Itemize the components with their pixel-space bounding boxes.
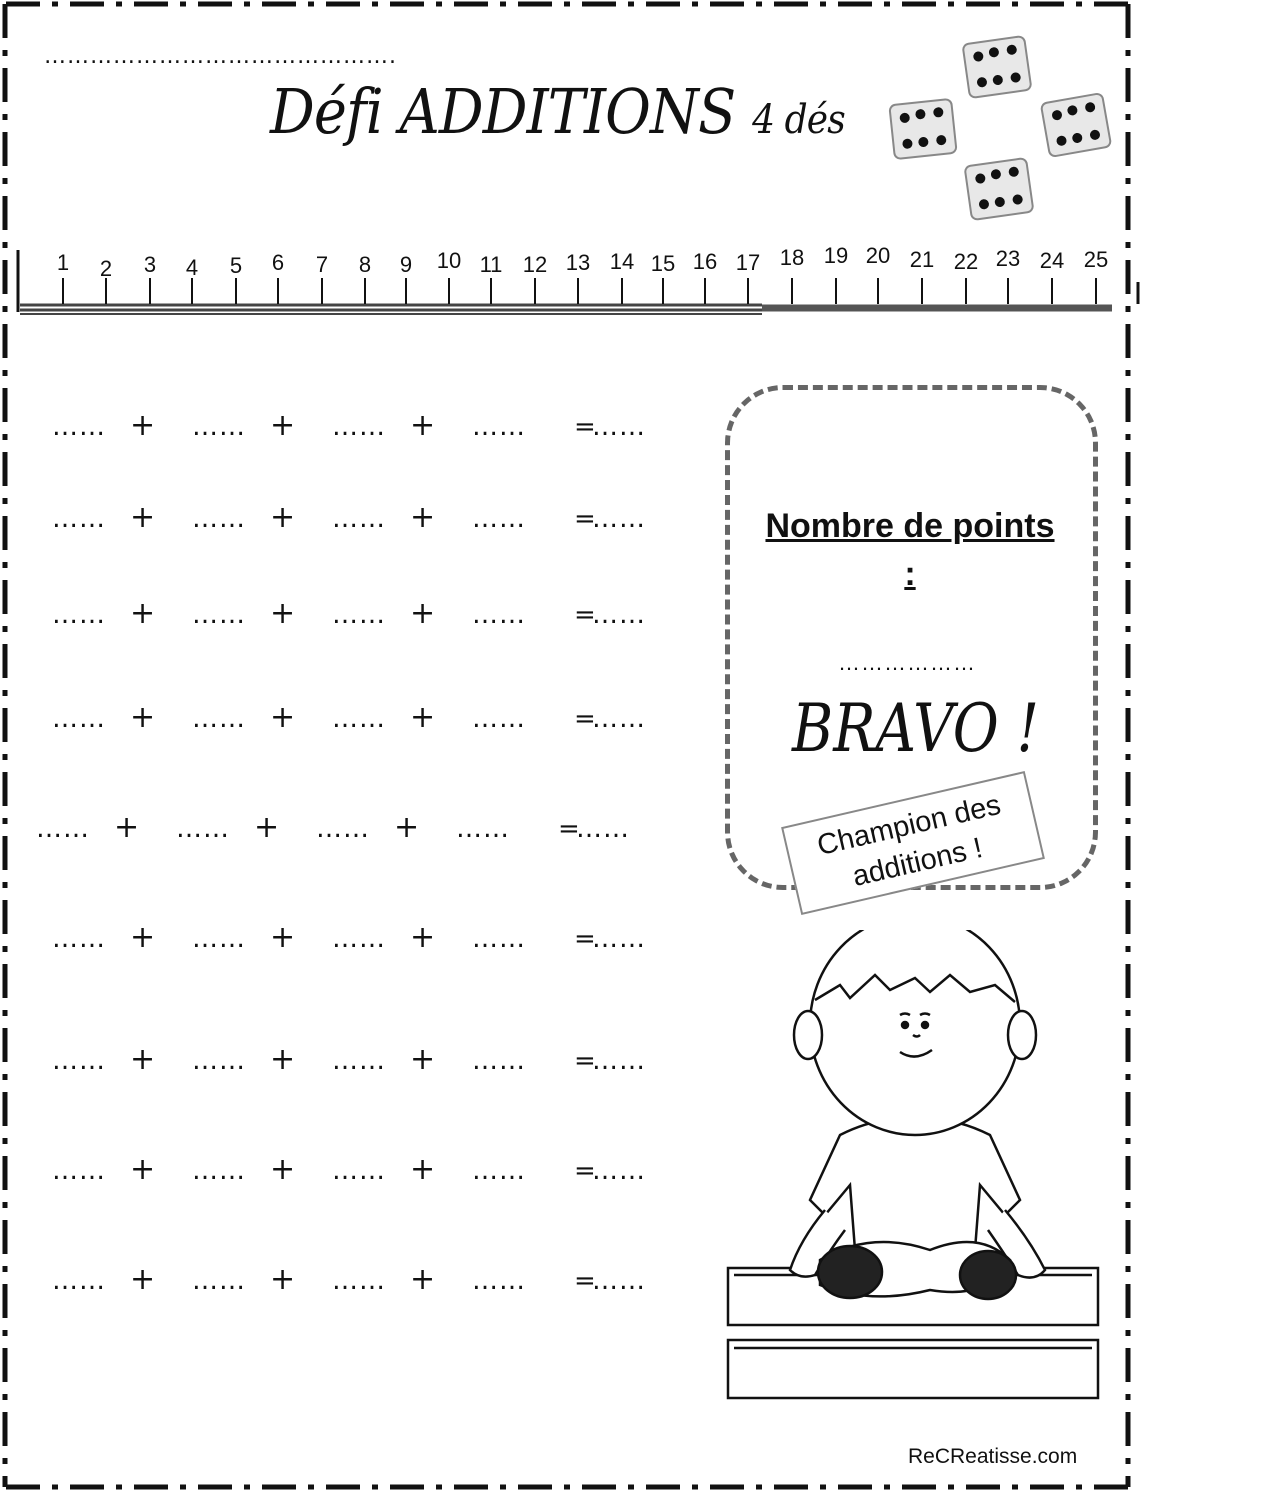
plus-sign: + — [130, 1042, 156, 1077]
ruler-number: 21 — [909, 247, 935, 272]
plus-sign: + — [270, 920, 296, 955]
answer-blank: …… — [472, 412, 526, 442]
bravo-text: BRAVO ! — [792, 690, 1040, 767]
ruler-number: 18 — [779, 245, 805, 270]
answer-blank: …… — [52, 412, 106, 442]
addition-row — [36, 810, 654, 845]
equals-sign: = — [574, 412, 596, 442]
plus-sign: + — [410, 1262, 436, 1297]
ruler-number: 9 — [399, 252, 413, 277]
answer-blank: …… — [332, 924, 386, 954]
ruler-number: 5 — [229, 253, 243, 278]
answer-blank: …… — [52, 504, 106, 534]
answer-blank: …… — [332, 412, 386, 442]
answer-blank: …… — [192, 1046, 246, 1076]
equals-sign: = — [574, 924, 596, 954]
plus-sign: + — [410, 1042, 436, 1077]
equals-sign: = — [574, 504, 596, 534]
addition-row — [52, 1042, 670, 1077]
answer-blank: …… — [472, 1156, 526, 1186]
answer-blank: …… — [192, 704, 246, 734]
plus-sign: + — [410, 700, 436, 735]
answer-blank: …… — [192, 504, 246, 534]
answer-blank: …… — [192, 1156, 246, 1186]
addition-row — [52, 596, 670, 631]
answer-blank: …… — [472, 924, 526, 954]
answer-blank: …… — [332, 1266, 386, 1296]
plus-sign: + — [270, 596, 296, 631]
credit-text: ReCReatisse.com — [908, 1445, 1078, 1468]
plus-sign: + — [114, 810, 140, 845]
plus-sign: + — [270, 1042, 296, 1077]
ruler-number: 2 — [99, 256, 113, 281]
result-blank: …… — [592, 504, 646, 534]
plus-sign: + — [270, 700, 296, 735]
plus-sign: + — [130, 408, 156, 443]
ruler-number: 1 — [56, 250, 70, 275]
equals-sign: = — [574, 704, 596, 734]
answer-blank: …… — [332, 1156, 386, 1186]
ruler-number: 25 — [1083, 247, 1109, 272]
equals-sign: = — [574, 1156, 596, 1186]
answer-blank: …… — [472, 600, 526, 630]
answer-blank: …… — [316, 814, 370, 844]
result-blank: …… — [576, 814, 630, 844]
plus-sign: + — [410, 500, 436, 535]
ruler-number: 24 — [1039, 248, 1065, 273]
champion-stamp: Champion des additions ! — [781, 771, 1045, 915]
plus-sign: + — [130, 1262, 156, 1297]
answer-blank: …… — [176, 814, 230, 844]
result-blank: …… — [592, 600, 646, 630]
answer-blank: …… — [192, 412, 246, 442]
plus-sign: + — [130, 920, 156, 955]
answer-blank: …… — [52, 704, 106, 734]
plus-sign: + — [270, 1262, 296, 1297]
plus-sign: + — [270, 500, 296, 535]
plus-sign: + — [254, 810, 280, 845]
score-label: Nombre de points : — [765, 507, 1055, 593]
result-blank: …… — [592, 704, 646, 734]
plus-sign: + — [130, 700, 156, 735]
ruler-number: 23 — [995, 246, 1021, 271]
answer-blank: …… — [192, 600, 246, 630]
answer-blank: …… — [472, 1046, 526, 1076]
plus-sign: + — [394, 810, 420, 845]
plus-sign: + — [130, 500, 156, 535]
ruler-number: 13 — [565, 250, 591, 275]
result-blank: …… — [592, 924, 646, 954]
plus-sign: + — [270, 1152, 296, 1187]
ruler-number: 20 — [865, 243, 891, 268]
plus-sign: + — [410, 596, 436, 631]
equals-sign: = — [558, 814, 580, 844]
plus-sign: + — [130, 596, 156, 631]
title-suffix: 4 dés — [752, 97, 845, 143]
plus-sign: + — [130, 1152, 156, 1187]
addition-row — [52, 408, 670, 443]
ruler-number: 22 — [953, 249, 979, 274]
answer-blank: …… — [332, 600, 386, 630]
answer-blank: …… — [332, 504, 386, 534]
ruler-number: 16 — [692, 249, 718, 274]
answer-blank: …… — [52, 600, 106, 630]
ruler-number: 11 — [479, 252, 503, 277]
result-blank: …… — [592, 1156, 646, 1186]
ruler-number: 17 — [735, 250, 761, 275]
ruler-number: 6 — [271, 250, 285, 275]
answer-blank: …… — [52, 1266, 106, 1296]
answer-blank: …… — [52, 1156, 106, 1186]
ruler-number: 4 — [185, 255, 199, 280]
title-main: Défi ADDITIONS — [270, 75, 736, 148]
answer-blank: …… — [332, 1046, 386, 1076]
answer-blank: …… — [456, 814, 510, 844]
plus-sign: + — [410, 1152, 436, 1187]
ruler-number: 7 — [315, 252, 329, 277]
plus-sign: + — [410, 408, 436, 443]
answer-blank: …… — [192, 1266, 246, 1296]
ruler-number: 12 — [522, 252, 548, 277]
ruler-number: 10 — [436, 248, 462, 273]
addition-row — [52, 700, 670, 735]
name-blank: ………………………………………. — [44, 44, 397, 69]
ruler-number: 8 — [358, 252, 372, 277]
result-blank: …… — [592, 412, 646, 442]
equals-sign: = — [574, 1046, 596, 1076]
answer-blank: …… — [332, 704, 386, 734]
score-blank: ……………… — [838, 650, 976, 675]
ruler-number: 14 — [609, 249, 635, 274]
ruler-number: 15 — [650, 251, 676, 276]
ruler-number: 19 — [823, 243, 849, 268]
answer-blank: …… — [36, 814, 90, 844]
ruler-number: 3 — [143, 252, 157, 277]
addition-row — [52, 1152, 670, 1187]
equals-sign: = — [574, 1266, 596, 1296]
boy-illustration — [720, 930, 1110, 1410]
result-blank: …… — [592, 1046, 646, 1076]
answer-blank: …… — [472, 504, 526, 534]
plus-sign: + — [410, 920, 436, 955]
answer-blank: …… — [472, 704, 526, 734]
addition-row — [52, 1262, 670, 1297]
answer-blank: …… — [52, 924, 106, 954]
result-blank: …… — [592, 1266, 646, 1296]
equals-sign: = — [574, 600, 596, 630]
addition-row — [52, 920, 670, 955]
answer-blank: …… — [192, 924, 246, 954]
answer-blank: …… — [52, 1046, 106, 1076]
plus-sign: + — [270, 408, 296, 443]
addition-row — [52, 500, 670, 535]
number-ruler — [0, 0, 1265, 330]
answer-blank: …… — [472, 1266, 526, 1296]
